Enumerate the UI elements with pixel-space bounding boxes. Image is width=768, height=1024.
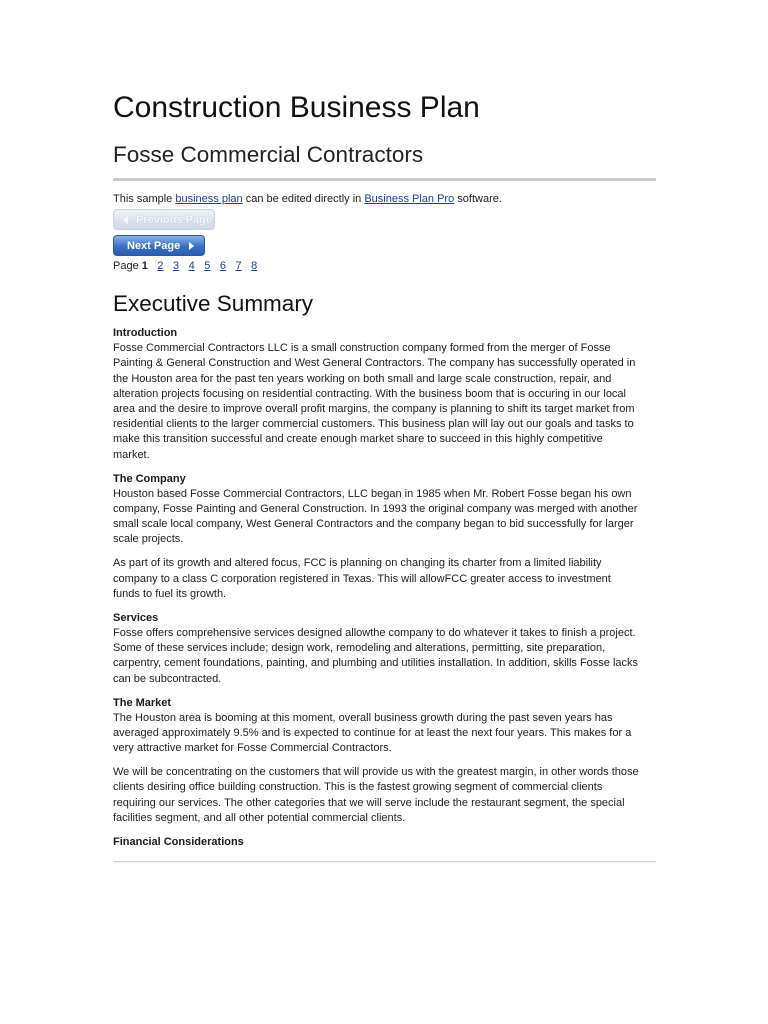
intro-text-middle: can be edited directly in xyxy=(242,193,365,205)
paragraph xyxy=(113,711,658,757)
page-navigation xyxy=(113,259,658,274)
paragraph-line: clients desiring office building construction. This is the fastest growing segment of commercial clients xyxy=(113,781,603,794)
paragraph-line: very attractive market for Fosse Commercial Contractors. xyxy=(113,742,392,755)
page-link-5[interactable]: 5 xyxy=(204,260,211,272)
business-plan-link[interactable]: business plan xyxy=(175,193,243,205)
paragraph xyxy=(113,487,658,548)
page-link-3[interactable]: 3 xyxy=(173,260,180,272)
intro-sentence xyxy=(113,192,658,207)
page-link-6[interactable]: 6 xyxy=(219,260,227,272)
paragraph xyxy=(113,626,658,687)
next-page-label: Next Page xyxy=(127,239,181,252)
paragraph-line: The Houston area is booming at this moment, overall business growth during the past seven years has xyxy=(113,711,613,724)
paragraph-line: carpentry, cement foundations, painting, and plumbing and utilities installation. In addition, skills Fosse lacks xyxy=(113,657,639,670)
paragraph-line: Fosse offers comprehensive services designed allowthe company to do whatever it takes to finish a project. xyxy=(113,627,636,640)
paragraph-line: facilities segment, and all other potential commercial clients. xyxy=(113,811,406,824)
paragraph-line: small scale local company, West General Contractors and the company began to bid successfully for larger xyxy=(113,518,634,531)
paragraph-line: Fosse Commercial Contractors LLC is a small construction company formed from the merger of Fosse xyxy=(113,342,611,355)
paragraph xyxy=(113,341,658,463)
next-page-button[interactable] xyxy=(113,235,205,256)
paragraph-line: market. xyxy=(113,448,150,461)
paragraph-line: residential clients to the larger commercial customers. This business plan will lay out our goals and tasks to xyxy=(113,418,634,431)
section-heading: The Market xyxy=(113,696,172,709)
arrow-right-icon xyxy=(189,242,194,250)
page-links xyxy=(148,260,257,272)
paragraph-line: area and the desire to improve overall profit margins, the company is planning to shift its target market from xyxy=(113,403,635,416)
paragraph-line: Some of these services include; design work, remodeling and alterations, permitting, site preparation, xyxy=(113,642,606,655)
bottom-divider xyxy=(113,861,656,863)
page-link-7[interactable]: 7 xyxy=(235,260,242,272)
business-plan-pro-link[interactable]: Business Plan Pro xyxy=(364,193,455,205)
page-subtitle: Fosse Commercial Contractors xyxy=(113,142,424,167)
paragraph-line: averaged approximately 9.5% and is expected to continue for at least the next four years. This makes for a xyxy=(113,727,632,740)
section-heading: Services xyxy=(113,611,159,624)
title-divider xyxy=(113,178,656,181)
paragraph-line: We will be concentrating on the customers that will provide us with the greatest margin, in other words those xyxy=(113,766,639,779)
section-the-market xyxy=(113,696,658,826)
current-page-number: 1 xyxy=(141,260,148,272)
paragraph-line: Painting & General Construction and West General Contractors. The company has successfully operated in xyxy=(113,357,636,370)
section-heading: Financial Considerations xyxy=(113,835,244,848)
arrow-left-icon xyxy=(123,216,128,224)
intro-text-end: software. xyxy=(454,193,502,205)
paragraph-line: company to a class C corporation registered in Texas. This will allowFCC greater access to investment xyxy=(113,572,611,585)
executive-summary-sections xyxy=(113,326,658,850)
page-link-2[interactable]: 2 xyxy=(157,260,164,272)
page-title: Construction Business Plan xyxy=(113,91,480,124)
paragraph-line: can be subcontracted. xyxy=(113,672,222,685)
paragraph-line: the Houston area for the past ten years working on both small and large scale construction, repair, and xyxy=(113,372,612,385)
page-label: Page xyxy=(113,260,139,272)
section-financial-considerations xyxy=(113,835,658,850)
paragraph-line: alteration projects focusing on residential contracting. With the business boom that is occuring in our local xyxy=(113,387,626,400)
paragraph-line: Houston based Fosse Commercial Contractors, LLC began in 1985 when Mr. Robert Fosse began his own xyxy=(113,487,632,500)
paragraph-line: company, Fosse Painting and General Construction. In 1993 the original company was merged with another xyxy=(113,503,638,516)
page-link-4[interactable]: 4 xyxy=(188,260,195,272)
previous-page-label: Previous Page xyxy=(136,213,212,226)
intro-text-start: This sample xyxy=(113,193,176,205)
previous-page-button[interactable] xyxy=(113,209,215,230)
section-heading: The Company xyxy=(113,472,186,485)
paragraph xyxy=(113,556,658,602)
paragraph-line: requiring our services. The other categories that we will serve include the restaurant segment, the special xyxy=(113,796,625,809)
paragraph-line: scale projects. xyxy=(113,533,184,546)
section-introduction xyxy=(113,326,658,463)
paragraph-line: make this transition successful and create enough market share to succeed in this highly competitive xyxy=(113,433,603,446)
section-services xyxy=(113,611,658,687)
paragraph-line: funds to fuel its growth. xyxy=(113,587,227,600)
paragraph xyxy=(113,765,658,826)
paragraph-line: As part of its growth and altered focus, FCC is planning on changing its charter from a limited liability xyxy=(113,557,602,570)
section-heading: Introduction xyxy=(113,327,178,339)
section-the-company xyxy=(113,472,658,602)
executive-summary-heading: Executive Summary xyxy=(113,291,314,316)
page-link-8[interactable]: 8 xyxy=(251,260,258,272)
document-content xyxy=(113,0,658,863)
